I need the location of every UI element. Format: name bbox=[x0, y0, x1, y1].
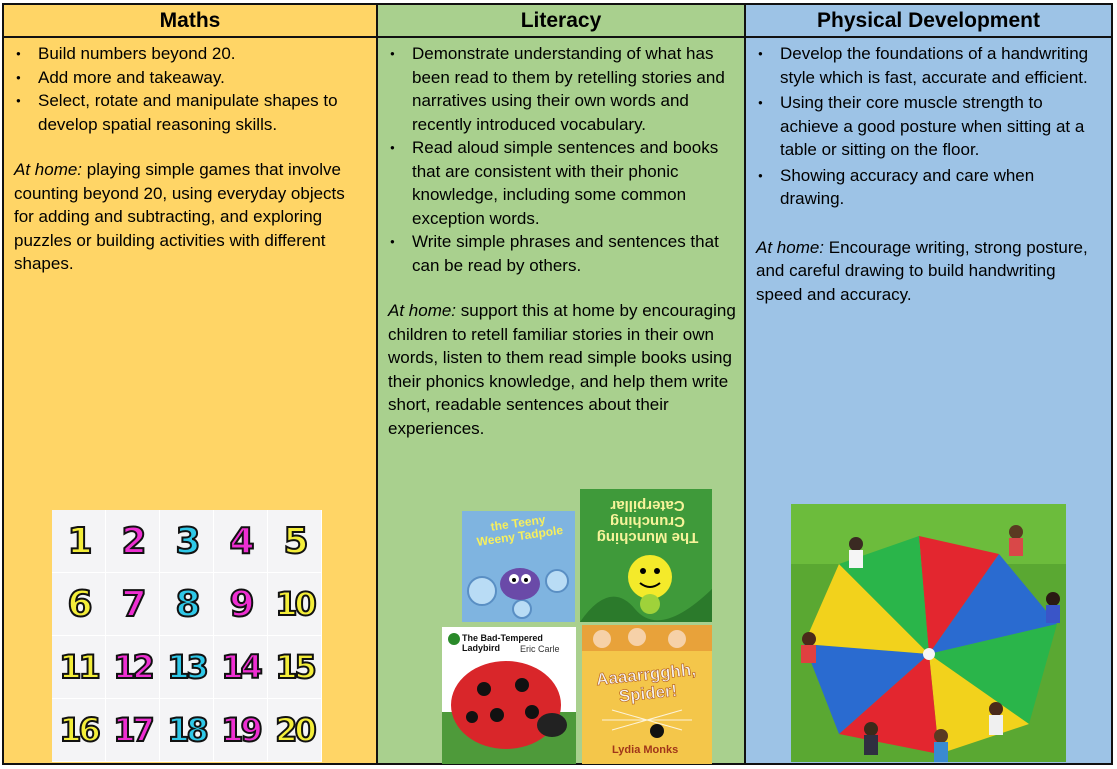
number-tile: 12 bbox=[106, 636, 160, 699]
maths-at-home bbox=[14, 158, 368, 276]
number-tile: 19 bbox=[214, 699, 268, 762]
maths-column bbox=[4, 5, 376, 763]
list-item: ● Demonstrate understanding of what has been read to them by retelling stories and narratives using their own words and recently introduced vocabulary. bbox=[412, 42, 736, 136]
list-item: ● Read aloud simple sentences and books that are consistent with their phonic knowledge, including some common exception words. bbox=[412, 136, 736, 230]
literacy-header: Literacy bbox=[378, 5, 744, 38]
parachute-photo bbox=[791, 504, 1066, 762]
number-tile: 6 bbox=[52, 573, 106, 636]
book-title: Aaaarrgghh, Spider! bbox=[595, 659, 697, 706]
number-tile: 7 bbox=[106, 573, 160, 636]
physical-bullet-list bbox=[756, 42, 1103, 211]
number-tile: 11 bbox=[52, 636, 106, 699]
number-tile: 20 bbox=[268, 699, 322, 762]
number-tile: 13 bbox=[160, 636, 214, 699]
maths-bullet-list bbox=[14, 42, 368, 136]
book-title: The Munching Crunching Caterpillar bbox=[596, 497, 699, 546]
number-tile: 8 bbox=[160, 573, 214, 636]
book-title: The Bad-Tempered Ladybird bbox=[462, 633, 543, 653]
maths-header: Maths bbox=[4, 5, 376, 38]
list-item: ● Select, rotate and manipulate shapes to develop spatial reasoning skills. bbox=[38, 89, 368, 136]
number-tile: 5 bbox=[268, 510, 322, 573]
number-tile: 17 bbox=[106, 699, 160, 762]
at-home-label: At home: bbox=[14, 160, 83, 179]
literacy-at-home bbox=[388, 299, 736, 440]
list-item: ● Using their core muscle strength to achieve a good posture when sitting at a table or sitting on the floor. bbox=[780, 91, 1103, 162]
at-home-text: support this at home by encouraging children to retell familiar stories in their own words, listen to them read simple books using their phonics knowledge, and help them write short, readable sentences about their experiences. bbox=[388, 301, 736, 438]
curriculum-table bbox=[2, 3, 1113, 765]
number-tile: 4 bbox=[214, 510, 268, 573]
book-cover-ladybird bbox=[442, 627, 576, 764]
book-author: Lydia Monks bbox=[612, 744, 679, 756]
book-author: Eric Carle bbox=[520, 644, 560, 654]
book-title: the Teeny Weeny Tadpole bbox=[475, 512, 564, 549]
physical-at-home bbox=[756, 236, 1103, 307]
literacy-column bbox=[376, 5, 744, 763]
physical-development-body bbox=[746, 38, 1111, 306]
book-cover-tadpole bbox=[462, 511, 575, 622]
number-tile: 3 bbox=[160, 510, 214, 573]
number-grid-image bbox=[52, 510, 322, 762]
number-tile: 1 bbox=[52, 510, 106, 573]
at-home-text: playing simple games that involve counting beyond 20, using everyday objects for adding and subtracting, and exploring puzzles or building activities with different shapes. bbox=[14, 160, 345, 273]
list-item: ● Add more and takeaway. bbox=[38, 66, 368, 90]
number-tile: 18 bbox=[160, 699, 214, 762]
number-tile: 9 bbox=[214, 573, 268, 636]
literacy-body bbox=[378, 38, 744, 440]
at-home-label: At home: bbox=[756, 237, 825, 257]
list-item: ● Write simple phrases and sentences that can be read by others. bbox=[412, 230, 736, 277]
physical-development-column bbox=[744, 5, 1111, 763]
number-tile: 14 bbox=[214, 636, 268, 699]
number-tile: 15 bbox=[268, 636, 322, 699]
list-item: ● Build numbers beyond 20. bbox=[38, 42, 368, 66]
number-tile: 16 bbox=[52, 699, 106, 762]
parachute-illustration bbox=[791, 504, 1066, 762]
physical-development-header: Physical Development bbox=[746, 5, 1111, 38]
book-cover-spider bbox=[582, 625, 712, 764]
maths-body bbox=[4, 38, 376, 276]
number-tile: 2 bbox=[106, 510, 160, 573]
number-tile: 10 bbox=[268, 573, 322, 636]
at-home-label: At home: bbox=[388, 301, 457, 320]
list-item: ● Showing accuracy and care when drawing. bbox=[780, 164, 1103, 211]
list-item: ● Develop the foundations of a handwriting style which is fast, accurate and efficient. bbox=[780, 42, 1103, 89]
literacy-bullet-list bbox=[388, 42, 736, 277]
at-home-text: Encourage writing, strong posture, and careful drawing to build handwriting speed and accuracy. bbox=[756, 237, 1088, 304]
book-cover-caterpillar bbox=[580, 489, 712, 622]
